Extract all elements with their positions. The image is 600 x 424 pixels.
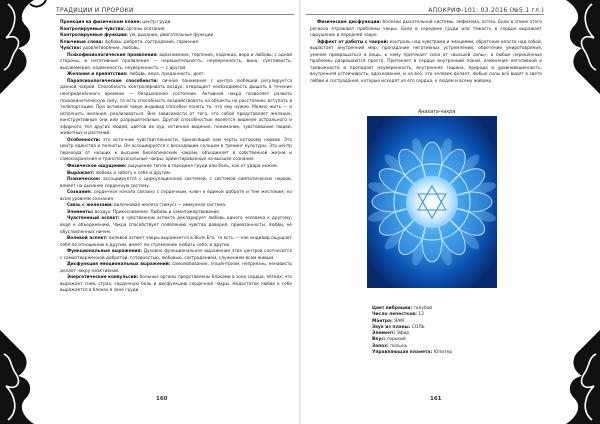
paragraph-label: Психофизиологические проявления: — [67, 52, 158, 58]
paragraph-text: волевой аспект чакры выражается в Воле Его, то есть — как индивид ощущает себя по отношению к другим, имеет ли стремление любить себя, и других. — [60, 236, 292, 248]
property-label: Мантра: — [372, 318, 393, 324]
property-label: Число лепестков: — [372, 312, 417, 318]
paragraph — [310, 40, 542, 86]
header-rule-left — [56, 14, 294, 15]
paragraph-text: любовь, вера, преданность, долг. — [127, 72, 206, 78]
paragraph-label: Физическое ощущение: — [67, 164, 127, 170]
paragraph-label: Психическое: — [67, 177, 101, 183]
tribal-ornament-bottom-right-icon — [552, 330, 600, 424]
paragraph-text: больные органы представлены блоками в зоне сердца, лёгких; это выражает гнев, страх, сердечную боль и дисфункцию сердечной чакры. Недостаток любви к себе выражается в блоках в зоне груди. — [60, 275, 292, 294]
paragraph — [60, 79, 292, 138]
property-value: СОЛЬ — [410, 324, 425, 330]
paragraph-label: Проекция на физическом плане: — [60, 20, 142, 25]
paragraph-text: болезни дыхательной системы, эмфизема, астма. Боли в спине этого региона отражают проблемы чакры. Боли в середине груди или тяжесть в сердце выражает нарушение в передней чакре. — [310, 20, 542, 39]
tribal-ornament-top-left-icon — [0, 0, 48, 94]
book-gutter — [299, 0, 301, 424]
property-value: Юпитер — [432, 350, 453, 356]
paragraph-text: удовлетворение, любовь. — [81, 46, 141, 52]
anahata-chakra-image — [367, 116, 497, 288]
page-number-left: 160 — [156, 396, 168, 402]
paragraph — [310, 20, 542, 40]
paragraph-text: воздух. Прикосновение. Любовь и самопожертвование. — [93, 209, 221, 215]
paragraph — [60, 275, 292, 295]
property-row — [372, 350, 532, 356]
paragraph-label: Физические дисфункции: — [317, 20, 382, 25]
property-label: Элемент: — [372, 331, 396, 337]
paragraph-text: центр груди. — [141, 20, 172, 25]
paragraph-label: Дисфункция эмоциональных выражений: — [67, 262, 171, 268]
property-value: полынь — [388, 343, 408, 349]
paragraph — [60, 216, 292, 236]
paragraph-label: Функциональные выражения: — [67, 249, 142, 255]
paragraph-label: Чувственный аспект: — [67, 216, 120, 222]
paragraph-label: Особенности: — [67, 137, 101, 143]
paragraph-text: вилочковая железа (тимус) — иммунная система. — [112, 203, 227, 209]
paragraph-label: Связь с железами: — [67, 203, 113, 209]
paragraph-text: самолюбование, эгоцентризм, неприязнь, ненависть делает чакру неактивной. — [60, 262, 292, 274]
paragraph-label: Эффект от работы с чакрой: — [317, 39, 389, 45]
paragraph-text: это источник чувствительности, приносящий нам черты которому нервов. Это центр единства и полноты. Он ассоциируется с восходящим солнцем в тренинг культуры. Это центр перехода от низших к высшим биологическим чакрам, объединяет в собственной жизни и самосохранения и трансперсональные чакры, ориентированные на высшее сознание. — [60, 137, 292, 163]
paragraph-text: любовь, доброта, сострадание, гармония. — [103, 39, 200, 45]
paragraph-text: ощущение тепла в середине груди или боль, как от удара ножом. — [126, 164, 279, 170]
tribal-ornament-bottom-left-icon — [0, 330, 48, 424]
paragraph-label: Парапсихологические способности: — [67, 78, 159, 84]
chakra-figure-caption: Анахата-чакра — [418, 110, 456, 115]
property-value: ЯАМ — [392, 318, 405, 324]
paragraph — [60, 249, 292, 262]
tribal-ornament-top-right-icon — [552, 0, 600, 94]
property-label: Цвет вибрации: — [372, 306, 413, 311]
paragraph-label: Контролируемые функции: — [60, 33, 128, 39]
left-page-text-column — [60, 20, 292, 295]
property-value: 12 — [416, 312, 424, 318]
paragraph-text: вдохновение, терпение, надежда, вера и любовь, с одной стороны, и негативные проявления — нерешительность, неуверенность, вина, суетливость, высокомерие, надменность, неуверенность — с другой. — [60, 52, 292, 71]
paragraph-text: любовь и заботу к себе и другим. — [94, 170, 172, 176]
paragraph-label: Ключевые слова: — [60, 39, 104, 45]
page-number-right: 161 — [430, 396, 442, 402]
paragraph — [60, 177, 292, 190]
paragraph-text: органы осязания. — [124, 26, 166, 32]
property-value: Эфир — [395, 331, 410, 337]
header-rule-right — [306, 14, 544, 15]
paragraph — [60, 236, 292, 249]
running-head-right: АПОКРИФ-101: 03.2016 (№5.1 гл.) — [428, 7, 544, 14]
right-page-text-column — [310, 20, 542, 85]
property-value: горький — [385, 337, 406, 343]
chakra-properties-list — [372, 306, 532, 356]
paragraph-text: личное понимание с центра любящей регулируется данной чакрой. Способность контролировать воздух, отвращает необходимость дышать в течение неопределённого времени — бездыханное состояние. Активная чакра позволяет развить психокинетическую силу, то есть способность воздействовать на объекты на расстоянии, вступать в телепортацию. При активной чакре индивид способен понять то, что ему нужно. Можно жить — и исполнить желания, реализоваться. Вне зависимости от того, что собой представляет желание, конструктивные они или разрушительные. Другой способностью является видение астрального и эфирного тел других людей, цветов их аур, истинное видение, понимание, чувствование людей, животных и растений. — [60, 78, 292, 137]
paragraph-label: Сознание: — [67, 190, 92, 196]
paragraph — [60, 138, 292, 164]
paragraph-text: контроль над чувствами и эмоциями, обретение власти над собой, вырастает внутренний мир, пропадание негативных устремлений, обретение умиротворения, умение превращаться в вещь, к нему притекает сила от «высшей силы», а любые нерешённые проблемы разрешаются просто. Притекает в сердце внутренний покой, изменение негативной и тревожности и пропадает неуверенность, внутренняя тишина, природа и уравновешенность, внутренняя устойчивость, вдохновение, и на всё, что человек делает, любые силы всё видят в свете любви и сострадания, которые исходят из его сердца, к людям и всему живому. — [310, 39, 542, 84]
paragraph — [60, 53, 292, 73]
paragraph-text: в чувственном аспекте декларирует любовь одного человека к другому, ведя к объединению. Чакра способствует появлению чувства доверия, привязанности, любви, не обусловленных ничем. — [60, 216, 292, 235]
paragraph-label: Чувство: — [60, 46, 82, 52]
property-label: Управляющая планета: — [372, 350, 433, 356]
paragraph-text: ассоциируется с циркуляционной системой, с системой симпатических нервов, влияет на дыхание сердечную систему. — [60, 177, 292, 189]
paragraph-text: Духовно функциональное выражение этих центров соотносится с самоотверженной добротой, готовностью, любовью, состраданием, служением всем живым. — [60, 249, 292, 261]
paragraph — [60, 190, 292, 203]
property-label: Вкус: — [372, 337, 386, 343]
property-label: Звук из планы: — [372, 324, 411, 330]
paragraph-label: Выражает: — [67, 170, 95, 176]
paragraph-label: Контролируемые чувства: — [60, 26, 125, 32]
running-head-left: ТРАДИЦИИ И ПРОРОКИ — [56, 7, 134, 14]
paragraph-label: Желания и препятствия: — [67, 72, 128, 78]
property-value: голубой — [412, 306, 433, 311]
paragraph — [60, 262, 292, 275]
paragraph-label: Волевой аспект: — [67, 236, 108, 242]
paragraph-text: сердечное начало связано с сердечным, ключ к единой доброте и тем жестоким; ко всем уровням сознания. — [60, 190, 292, 202]
paragraph-label: Энергетические конвульсии: — [67, 275, 139, 281]
paragraph-text: ум, дыхание, двигательные функции. — [127, 33, 215, 39]
paragraph-label: Элементы: — [67, 209, 94, 215]
property-label: Запах: — [372, 343, 389, 349]
